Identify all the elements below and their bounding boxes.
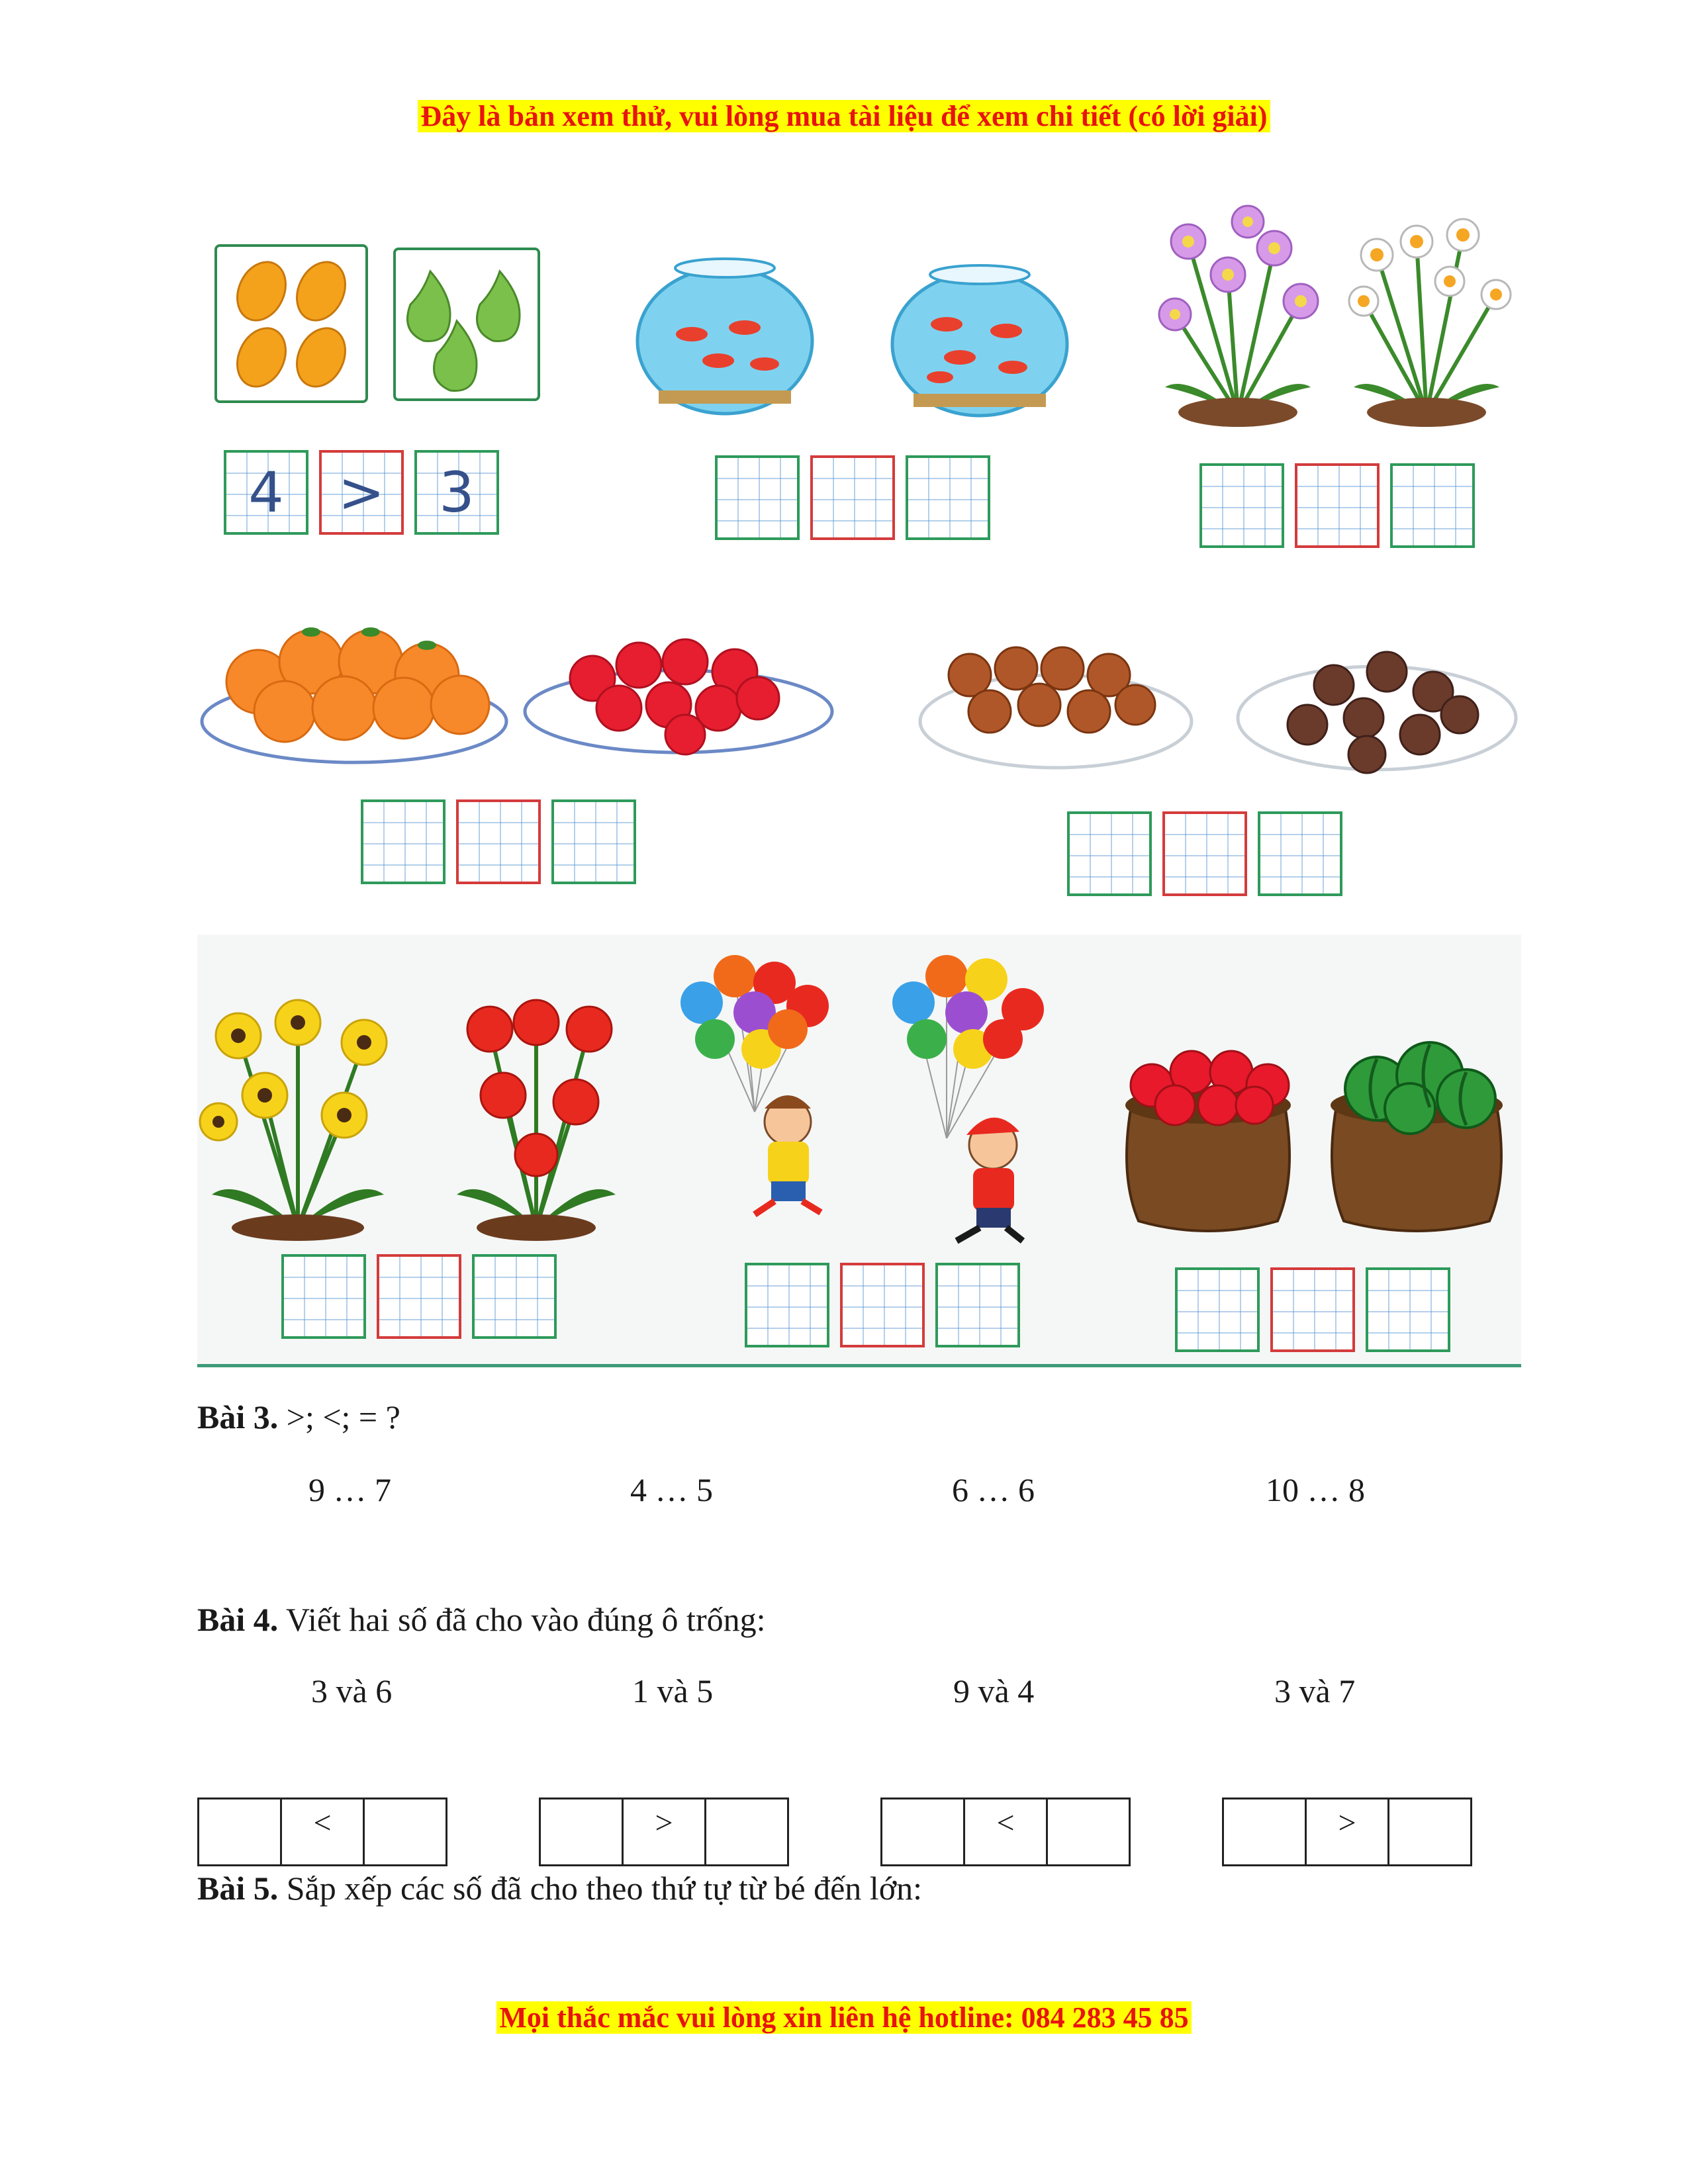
sign-box[interactable]: [1162, 811, 1247, 896]
compare-table: [539, 1797, 789, 1866]
bai4-item: 3 và 7: [1274, 1672, 1356, 1709]
watermelon-sack-icon: [1317, 1039, 1516, 1241]
sign-cell: >: [623, 1799, 706, 1866]
bai3-item: 10 … 8: [1266, 1471, 1365, 1508]
fishbowl-icon: [887, 258, 1072, 420]
bai4-item: 9 và 4: [953, 1672, 1035, 1709]
answer-box[interactable]: [414, 450, 499, 535]
sign-box[interactable]: [456, 799, 541, 884]
cookie-icon: [917, 622, 1195, 774]
sign-cell: <: [281, 1799, 364, 1866]
answer-cell[interactable]: [1389, 1799, 1472, 1866]
sunflower-icon: [199, 989, 404, 1241]
answer-box[interactable]: [1067, 811, 1152, 896]
chocolate-cookie-icon: [1235, 629, 1519, 781]
bai3-item: 9 … 7: [308, 1471, 391, 1508]
red-flower-icon: [450, 989, 622, 1241]
answer-box[interactable]: [935, 1263, 1020, 1347]
answer-box[interactable]: [281, 1254, 366, 1339]
bai5-heading: [197, 1869, 922, 1907]
bai4-title: Bài 4.: [197, 1601, 279, 1638]
bai3-item: 4 … 5: [630, 1471, 713, 1508]
answer-box[interactable]: [1199, 463, 1284, 548]
hotline-notice: [0, 2001, 1688, 2034]
pear-icon: [391, 245, 543, 407]
balloon-boy-icon: [655, 940, 861, 1218]
example-left-number: 4: [248, 460, 284, 525]
balloon-boy-icon: [874, 940, 1072, 1251]
answer-box[interactable]: [1175, 1267, 1260, 1352]
hotline-notice-text: Mọi thắc mắc vui lòng xin liên hệ hotline: 084 283 45 85: [496, 2001, 1191, 2034]
preview-notice: [0, 99, 1688, 133]
sign-box[interactable]: [377, 1254, 461, 1339]
answer-box[interactable]: [1366, 1267, 1450, 1352]
compare-table: [197, 1797, 447, 1866]
bai4-heading: [197, 1600, 765, 1639]
bai4-item: 1 và 5: [632, 1672, 714, 1709]
sign-box[interactable]: [1270, 1267, 1355, 1352]
bai3-item: 6 … 6: [952, 1471, 1035, 1508]
answer-box[interactable]: [715, 455, 800, 540]
answer-box[interactable]: [551, 799, 636, 884]
compare-table: [880, 1797, 1131, 1866]
bai4-prompt: Viết hai số đã cho vào đúng ô trống:: [278, 1601, 766, 1638]
answer-box[interactable]: [361, 799, 445, 884]
fishbowl-icon: [632, 248, 818, 417]
answer-cell[interactable]: [540, 1799, 623, 1866]
sign-box[interactable]: [319, 450, 404, 535]
sign-box[interactable]: [1295, 463, 1380, 548]
answer-cell[interactable]: [706, 1799, 788, 1866]
bai3-title: Bài 3.: [197, 1398, 279, 1435]
answer-box[interactable]: [224, 450, 308, 535]
preview-notice-text: Đây là bản xem thử, vui lòng mua tài liệu để xem chi tiết (có lời giải): [418, 100, 1270, 132]
mango-icon: [212, 242, 371, 407]
bai3-prompt: >; <; = ?: [278, 1398, 400, 1435]
answer-cell[interactable]: [199, 1799, 281, 1866]
compare-table: [1222, 1797, 1472, 1866]
bai3-heading: [197, 1398, 400, 1436]
purple-flower-icon: [1149, 202, 1327, 427]
bai5-title: Bài 5.: [197, 1870, 279, 1907]
answer-box[interactable]: [1258, 811, 1342, 896]
answer-box[interactable]: [906, 455, 990, 540]
answer-box[interactable]: [745, 1263, 829, 1347]
example-sign: >: [338, 460, 385, 525]
cherry-icon: [520, 599, 837, 764]
answer-cell[interactable]: [364, 1799, 447, 1866]
example-right-number: 3: [439, 460, 475, 525]
sign-cell: <: [964, 1799, 1047, 1866]
answer-cell[interactable]: [1047, 1799, 1130, 1866]
orange-icon: [199, 596, 510, 768]
bai4-item: 3 và 6: [311, 1672, 393, 1709]
sign-cell: >: [1306, 1799, 1389, 1866]
answer-box[interactable]: [472, 1254, 557, 1339]
white-flower-icon: [1337, 202, 1516, 427]
answer-cell[interactable]: [882, 1799, 964, 1866]
answer-box[interactable]: [1390, 463, 1475, 548]
sign-box[interactable]: [840, 1263, 925, 1347]
bai5-prompt: Sắp xếp các số đã cho theo thứ tự từ bé đến lớn:: [278, 1870, 923, 1907]
answer-cell[interactable]: [1223, 1799, 1306, 1866]
apple-sack-icon: [1112, 1042, 1304, 1241]
sign-box[interactable]: [810, 455, 895, 540]
divider: [197, 1364, 1521, 1367]
